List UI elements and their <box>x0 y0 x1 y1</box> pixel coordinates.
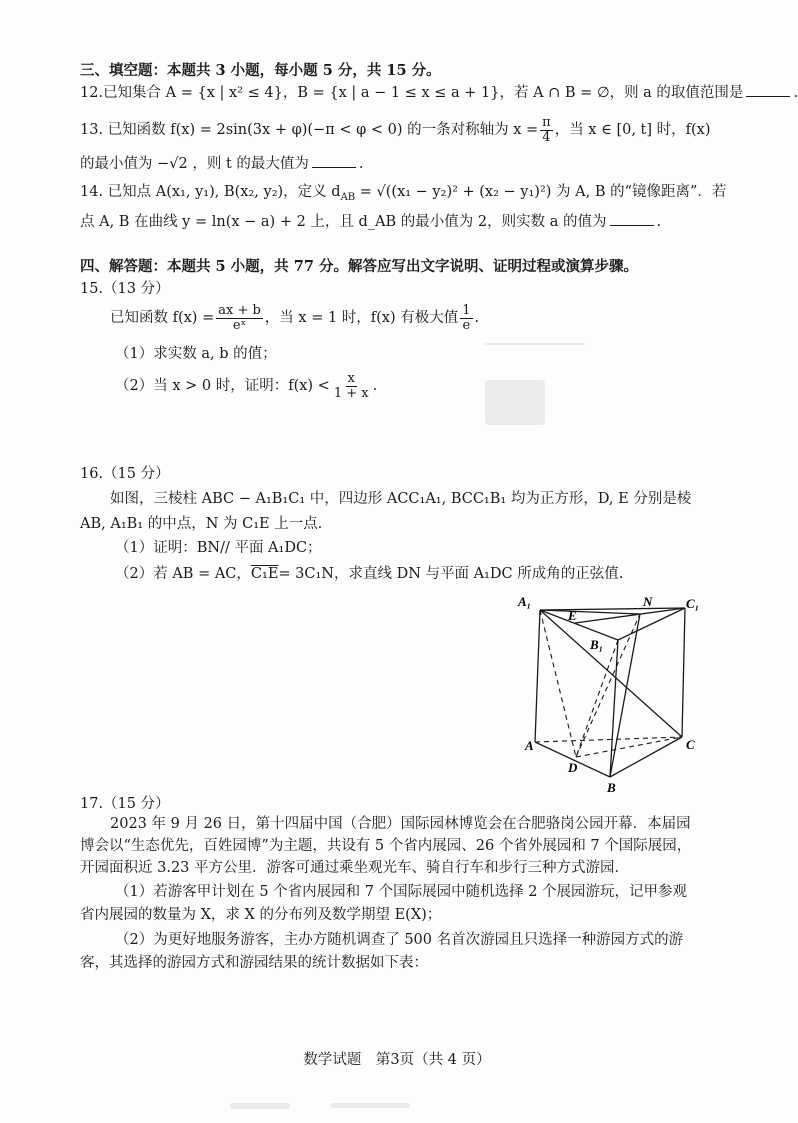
question-17-paragraph-line2: 博会以“生态优先，百姓园博”为主题，共设有 5 个省内展园、26 个省外展园和 7 个国际展园， <box>80 838 692 854</box>
fraction-denominator: 1 + x <box>333 385 369 401</box>
question-13-text: 已知函数 f(x) = 2sin(3x + φ)(−π < φ < 0) 的一条对称轴为 x = <box>107 122 539 139</box>
question-12: 12.已知集合 A = {x | x² ≤ 4}，B = {x | a − 1 ≤ x ≤ a + 1}，若 A ∩ B = ∅，则 a 的取值范围是 . <box>80 85 798 101</box>
question-16-part1: （1）证明：BN// 平面 A₁DC； <box>115 540 322 556</box>
question-17-paragraph-line1: 2023 年 9 月 26 日，第十四届中国（合肥）国际园林博览会在合肥骆岗公园开幕．本届园 <box>110 816 691 832</box>
question-16-line1: 如图，三棱柱 ABC − A₁B₁C₁ 中，四边形 ACC₁A₁, BCC₁B₁ 均为正方形，D, E 分别是棱 <box>110 491 692 507</box>
fraction <box>540 116 553 144</box>
segment-a1c <box>540 610 682 737</box>
question-12-number: 12. <box>80 85 104 101</box>
subscript: AB <box>340 191 356 203</box>
edge-aa1 <box>535 610 540 742</box>
question-14-text-b: = √((x₁ − y₂)² + (x₂ − y₁)²) 为 A, B 的“镜像距离”．若 <box>359 184 727 200</box>
page-footer: 数学试题 第3页（共 4 页） <box>303 1052 491 1068</box>
answer-blank <box>312 165 356 168</box>
question-15-part2: （2）当 x > 0 时，证明：f(x) < $\frac{x}{1 + x}$ . <box>115 371 378 401</box>
question-16-part2 <box>115 566 623 583</box>
edge-a1c1 <box>540 608 685 610</box>
fraction-numerator: ax + b <box>218 303 261 318</box>
label-a1: A₁ <box>518 594 532 609</box>
label-b1: B₁ <box>590 637 604 652</box>
edge-bc <box>610 737 682 777</box>
edge-a1b1 <box>540 610 618 640</box>
question-15-heading: 15.（13 分） <box>80 281 170 297</box>
fraction-denominator: eˣ <box>232 317 247 333</box>
label-c: C <box>686 737 695 752</box>
scan-mark <box>330 1103 410 1108</box>
fraction-numerator: π <box>542 115 551 130</box>
question-17-paragraph-line3: 开园面积近 3.23 平方公里．游客可通过乘坐观光车、骑自行车和步行三种方式游园． <box>80 860 630 876</box>
label-n: N <box>643 594 653 609</box>
section3-heading: 三、填空题：本题共 3 小题，每小题 5 分，共 15 分。 <box>80 62 441 79</box>
segment-a1d-hidden <box>540 610 576 757</box>
answer-blank <box>746 94 790 97</box>
question-13-line1 <box>80 116 711 144</box>
question-17-part2-line2: 客，其选择的游园方式和游园结果的统计数据如下表： <box>80 955 428 971</box>
segment-dn-hidden <box>576 614 640 757</box>
question-14-line1 <box>80 184 726 204</box>
label-a: A <box>525 738 534 753</box>
segment-a1n <box>540 610 640 614</box>
question-17-part2-line1: （2）为更好地服务游客，主办方随机调查了 500 名首次游园且只选择一种游园方式的游 <box>115 932 684 948</box>
question-15-stem-text: 已知函数 f(x) = <box>110 310 215 327</box>
vector-c1e: C₁E <box>250 566 279 582</box>
label-b: B <box>607 780 616 795</box>
question-15-part1: （1）求实数 a, b 的值； <box>115 346 277 362</box>
question-13-line2-text: 的最小值为 −√2 ，则 t 的最大值为 <box>80 156 309 172</box>
question-14-text: 已知点 A(x₁, y₁), B(x₂, y₂)，定义 d <box>107 184 341 200</box>
fraction-denominator: e <box>462 317 471 333</box>
question-14-line2: 点 A, B 在曲线 y = ln(x − a) + 2 上，且 d_AB 的最小值为 2，则实数 a 的值为 . <box>80 214 662 230</box>
scan-mark <box>230 1103 290 1109</box>
question-17-part1-line2: 省内展园的数量为 X，求 X 的分布列及数学期望 E(X)； <box>80 907 442 923</box>
answer-blank <box>610 223 654 226</box>
label-c1: C₁ <box>686 596 700 611</box>
fraction-numerator: x <box>347 371 355 386</box>
question-14-line2-text: 点 A, B 在曲线 y = ln(x − a) + 2 上，且 d_AB 的最小值为 2，则实数 a 的值为 <box>80 214 607 230</box>
scan-mark <box>485 343 585 345</box>
label-d: D <box>568 760 578 775</box>
section4-heading: 四、解答题：本题共 5 小题，共 77 分。解答应写出文字说明、证明过程或演算步骤。 <box>80 258 638 275</box>
question-12-text: 已知集合 A = {x | x² ≤ 4}，B = {x | a − 1 ≤ x ≤ a + 1}，若 A ∩ B = ∅，则 a 的取值范围是 <box>103 85 744 101</box>
question-13-number: 13. <box>80 122 104 139</box>
fraction-denominator: 4 <box>542 129 551 145</box>
question-15-stem-text-b: ，当 x = 1 时，f(x) 有极大值 <box>264 310 459 327</box>
question-14-number: 14. <box>80 184 104 200</box>
fraction <box>332 372 371 400</box>
fraction <box>216 304 263 332</box>
scan-mark <box>485 380 545 425</box>
question-16-heading: 16.（15 分） <box>80 466 170 482</box>
prism-figure <box>510 592 720 797</box>
question-17-heading: 17.（15 分） <box>80 796 170 812</box>
question-13-line2: 的最小值为 −√2 ，则 t 的最大值为 . <box>80 156 364 172</box>
question-13-text-end: ，当 x ∈ [0, t] 时，f(x) <box>554 122 711 139</box>
label-e: E <box>568 608 577 623</box>
question-16-part2-text: （2）若 AB = AC， <box>115 566 251 582</box>
question-15-stem: 已知函数 f(x) = $\frac{ax + b}{\text{eˣ}}$ ，当 x = 1 时，f(x) 有极大值 $\frac{1}{e}$ . <box>110 303 480 333</box>
question-16-line2: AB, A₁B₁ 的中点，N 为 C₁E 上一点． <box>80 516 333 532</box>
fraction <box>460 304 472 332</box>
question-16-part2-text-b: = 3C₁N，求直线 DN 与平面 A₁DC 所成角的正弦值. <box>278 566 624 582</box>
question-17-part1-line1: （1）若游客甲计划在 5 个省内展园和 7 个国际展园中随机选择 2 个展园游玩，记甲参观 <box>115 884 688 900</box>
edge-cc1 <box>682 608 685 737</box>
fraction-numerator: 1 <box>462 303 471 318</box>
question-15-part2-text: （2）当 x > 0 时，证明：f(x) < <box>115 378 330 395</box>
